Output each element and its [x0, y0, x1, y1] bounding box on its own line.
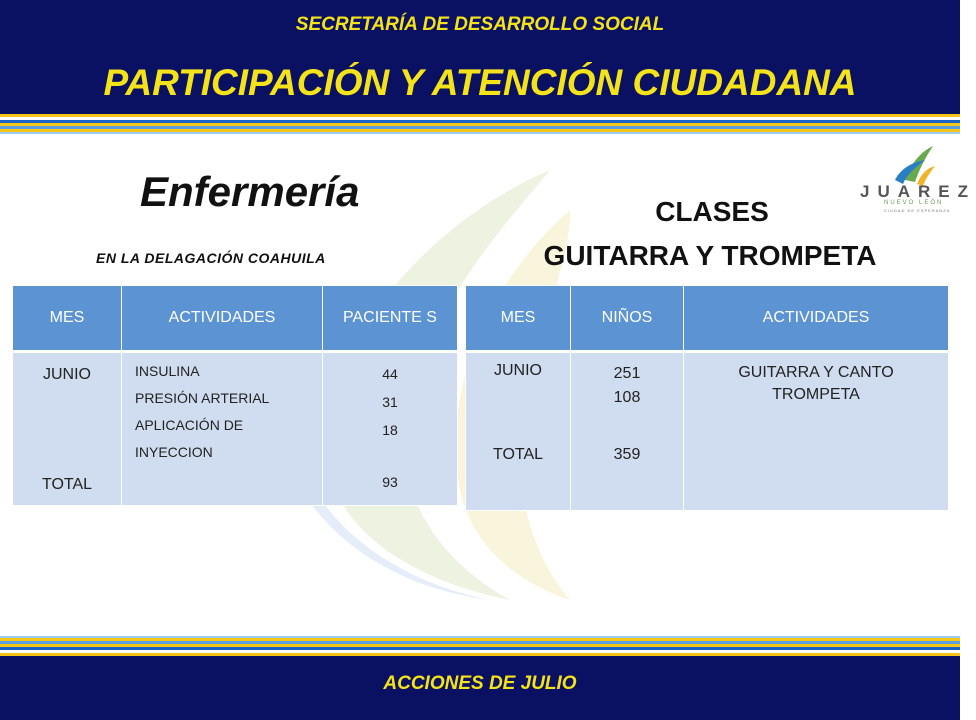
enfermeria-table — [12, 285, 458, 506]
cls-header-mes: MES — [466, 286, 571, 352]
header-stripes — [0, 114, 960, 138]
enf-patients-total: 93 — [382, 474, 398, 490]
enf-header-pacientes: PACIENTE S — [323, 286, 458, 352]
clases-subtitle: GUITARRA Y TROMPETA — [543, 240, 877, 271]
enf-cell-actividades — [122, 352, 323, 506]
enfermeria-title: Enfermería — [140, 168, 360, 215]
page-title: PARTICIPACIÓN Y ATENCIÓN CIUDADANA — [103, 62, 857, 103]
footer-stripes — [0, 636, 960, 656]
cls-kids: 108 — [613, 389, 641, 406]
cls-kids: 251 — [613, 365, 641, 382]
cls-header-ninos: NIÑOS — [571, 286, 684, 352]
cls-activity: GUITARRA Y CANTO — [738, 364, 894, 381]
logo-subtitle-2: CIUDAD DE ESPERANZA — [884, 208, 951, 213]
footer-text: ACCIONES DE JULIO — [383, 673, 577, 694]
logo-subtitle: NUEVO LEÓN — [884, 200, 944, 206]
cls-cell-actividades — [684, 352, 949, 511]
enf-patients: 44 — [382, 366, 398, 382]
table-row — [466, 352, 949, 511]
clases-title: CLASES — [655, 196, 769, 227]
enf-header-mes: MES — [13, 286, 122, 352]
cls-kids-total: 359 — [613, 446, 641, 463]
clases-table — [465, 285, 949, 511]
enf-activity: INYECCION — [135, 444, 213, 460]
cls-cell-mes — [466, 352, 571, 511]
enf-activity: PRESIÓN ARTERIAL — [135, 390, 270, 406]
enf-cell-mes — [13, 352, 122, 506]
enf-cell-pacientes — [323, 352, 458, 506]
enf-month: JUNIO — [43, 366, 91, 383]
enf-total-label: TOTAL — [41, 476, 93, 493]
enf-header-actividades: ACTIVIDADES — [122, 286, 323, 352]
enf-patients: 31 — [382, 394, 398, 410]
enfermeria-subtitle: EN LA DELAGACIÓN COAHUILA — [96, 250, 326, 266]
secretaria-title: SECRETARÍA DE DESARROLLO SOCIAL — [295, 14, 665, 35]
cls-activity: TROMPETA — [772, 386, 860, 403]
table-row — [13, 352, 458, 506]
logo-name: JUAREZ — [860, 182, 976, 201]
cls-header-actividades: ACTIVIDADES — [684, 286, 949, 352]
enf-activity: INSULINA — [135, 363, 200, 379]
cls-month: JUNIO — [494, 362, 542, 379]
cls-cell-ninos — [571, 352, 684, 511]
enf-patients: 18 — [382, 422, 398, 438]
cls-total-label: TOTAL — [492, 446, 544, 463]
enf-activity: APLICACIÓN DE — [135, 417, 244, 433]
